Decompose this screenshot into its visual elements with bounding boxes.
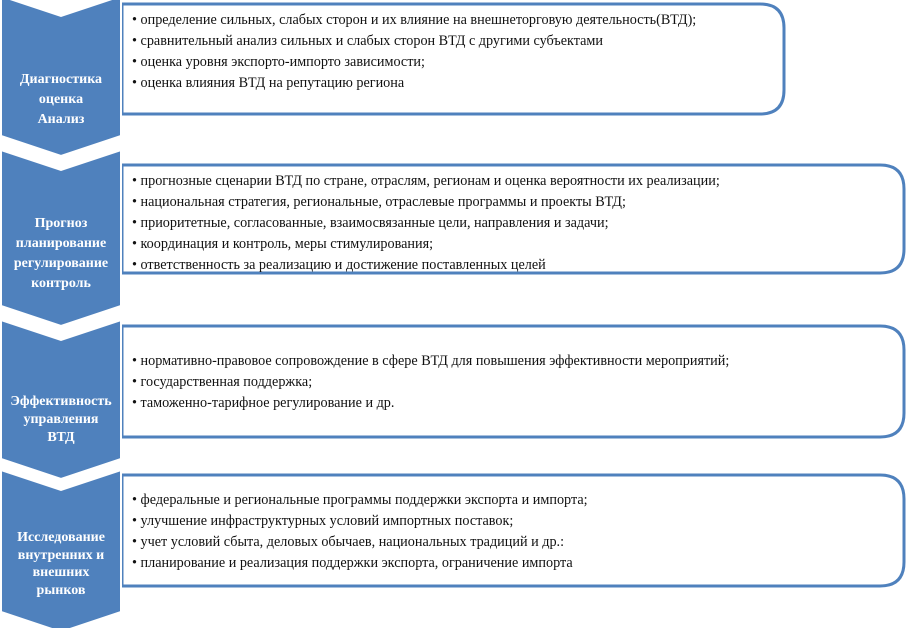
list-item: • ответственность за реализацию и достижение поставленных целей bbox=[132, 255, 897, 276]
bullet-list bbox=[132, 10, 772, 94]
stage-box-diagnostics bbox=[132, 10, 772, 94]
stage-label-line: внутренних и bbox=[17, 547, 105, 563]
bullet-list bbox=[132, 490, 897, 574]
stage-label-line: рынков bbox=[36, 582, 86, 598]
list-item: • государственная поддержка; bbox=[132, 372, 897, 393]
list-item: • определение сильных, слабых сторон и их влияние на внешнеторговую деятельность(ВТД); bbox=[132, 10, 772, 31]
stage-label-line: Прогноз bbox=[34, 216, 88, 231]
stage-box-forecast bbox=[132, 171, 897, 276]
list-item: • национальная стратегия, региональные, отраслевые программы и проекты ВТД; bbox=[132, 192, 897, 213]
list-item: • оценка уровня экспорто-импорто зависимости; bbox=[132, 52, 772, 73]
stage-label-line: внешних bbox=[32, 565, 90, 580]
list-item: • координация и контроль, меры стимулирования; bbox=[132, 234, 897, 255]
stage-box-efficiency bbox=[132, 351, 897, 414]
stage-label-markets bbox=[2, 526, 120, 602]
stage-label-line: Анализ bbox=[37, 112, 85, 127]
stage-label-efficiency bbox=[2, 388, 120, 452]
list-item: • улучшение инфраструктурных условий импортных поставок; bbox=[132, 511, 897, 532]
list-item: • прогнозные сценарии ВТД по стране, отраслям, регионам и оценка вероятности их реализации; bbox=[132, 171, 897, 192]
list-item: • оценка влияния ВТД на репутацию региона bbox=[132, 73, 772, 94]
stage-label-forecast bbox=[2, 208, 120, 300]
list-item: • приоритетные, согласованные, взаимосвязанные цели, направления и задачи; bbox=[132, 213, 897, 234]
stage-box-markets bbox=[132, 490, 897, 574]
stage-label-line: ВТД bbox=[47, 430, 75, 445]
list-item: • таможенно-тарифное регулирование и др. bbox=[132, 393, 897, 414]
bullet-list bbox=[132, 171, 897, 276]
stage-label-line: планирование bbox=[15, 236, 107, 251]
bullet-list bbox=[132, 351, 897, 414]
stage-label-line: Диагностика bbox=[19, 72, 103, 87]
stage-label-diagnostics bbox=[2, 60, 120, 140]
list-item: • планирование и реализация поддержки экспорта, ограничение импорта bbox=[132, 553, 897, 574]
list-item: • учет условий сбыта, деловых обычаев, национальных традиций и др.: bbox=[132, 532, 897, 553]
stage-label-line: управления bbox=[23, 412, 99, 427]
stage-label-line: регулирование bbox=[13, 256, 109, 271]
list-item: • сравнительный анализ сильных и слабых сторон ВТД с другими субъектами bbox=[132, 31, 772, 52]
stage-label-line: Эффективность bbox=[10, 394, 112, 409]
stage-label-line: оценка bbox=[38, 92, 84, 107]
stage-label-line: Исследование bbox=[17, 530, 105, 545]
list-item: • нормативно-правовое сопровождение в сфере ВТД для повышения эффективности мероприятий; bbox=[132, 351, 897, 372]
stage-label-line: контроль bbox=[31, 276, 91, 291]
list-item: • федеральные и региональные программы поддержки экспорта и импорта; bbox=[132, 490, 897, 511]
